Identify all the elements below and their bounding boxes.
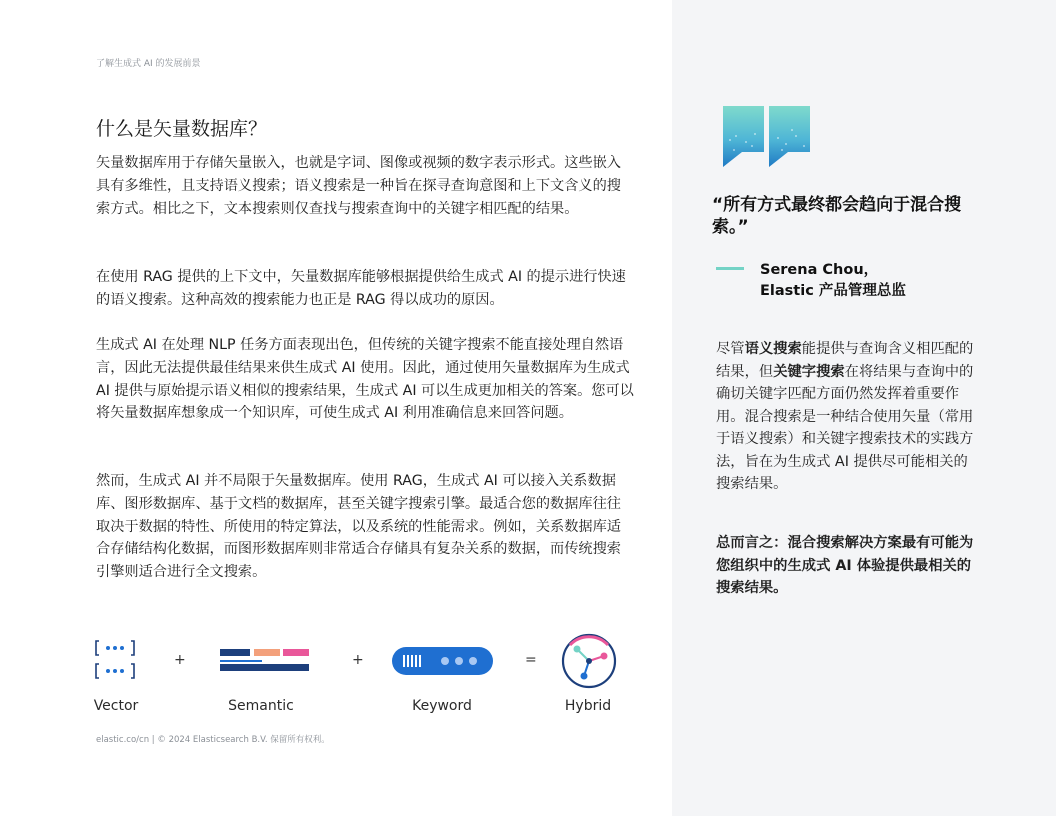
- footer-copyright: elastic.co/cn | © 2024 Elasticsearch B.V. 保留所有权利。: [96, 735, 330, 745]
- sp1-text-e: 在将结果与查询中的确切关键字匹配方面仍然发挥着重要作用。混合搜索是一种结合使用矢量（常用于语义搜索）和关键字搜索技术的实践方法，旨在为生成式 AI 提供尽可能相关的搜索结果。: [716, 363, 974, 492]
- sidebar-paragraph-1: [716, 338, 980, 496]
- equals-operator: =: [525, 652, 537, 668]
- quote-mark-icon: [722, 106, 812, 168]
- vector-brackets-icon: [94, 638, 136, 682]
- semantic-bars-icon: [220, 648, 310, 674]
- keyword-label: Keyword: [412, 698, 472, 714]
- hybrid-label: Hybrid: [564, 698, 612, 714]
- paragraph-3: 生成式 AI 在处理 NLP 任务方面表现出色，但传统的关键字搜索不能直接处理自然语言，因此无法提供最佳结果来供生成式 AI 使用。因此，通过使用矢量数据库为生成式 AI 提供与原始提示语义相似的搜索结果，生成式 AI 可以生成更加相关的答案。您可以将矢量数据库想象成一个知识库，可使生成式 AI 利用准确信息来回答问题。: [96, 337, 634, 422]
- paragraph-4: 然而，生成式 AI 并不局限于矢量数据库。使用 RAG，生成式 AI 可以接入关系数据库、图形数据库、基于文档的数据库，甚至关键字搜索引擎。最适合您的数据库往往取决于数据的特性、所使用的特定算法，以及系统的性能需求。例如，关系数据库适合存储结构化数据，而图形数据库则非常适合存储具有复杂关系的数据，而传统搜索引擎则适合进行全文搜索。: [96, 473, 621, 581]
- pull-quote: “所有方式最终都会趋向于混合搜索。”: [712, 195, 962, 237]
- semantic-label: Semantic: [228, 698, 294, 714]
- plus-operator-1: +: [174, 652, 186, 668]
- paragraph-1: 矢量数据库用于存储矢量嵌入，也就是字词、图像或视频的数字表示形式。这些嵌入具有多维性，且支持语义搜索；语义搜索是一种旨在探寻查询意图和上下文含义的搜索方式。相比之下，文本搜索则仅查找与搜索查询中的关键字相匹配的结果。: [96, 155, 621, 217]
- sp1-text-a: 尽管: [716, 341, 745, 357]
- sp1-text-c: 能提供与查询含义相匹配的结果，但: [716, 341, 974, 380]
- sidebar-summary: 总而言之：混合搜索解决方案最有可能为您组织中的生成式 AI 体验提供最相关的搜索结果。: [716, 535, 974, 596]
- author-name: Serena Chou，: [760, 262, 879, 278]
- breadcrumb: 了解生成式 AI 的发展前景: [96, 59, 201, 69]
- keyword-pill-icon: [392, 646, 494, 676]
- plus-operator-2: +: [352, 652, 364, 668]
- author-dash: [716, 267, 744, 270]
- quote-author: [760, 260, 906, 302]
- hybrid-graph-icon: [560, 632, 618, 690]
- vector-label: Vector: [93, 698, 139, 714]
- paragraph-2: 在使用 RAG 提供的上下文中，矢量数据库能够根据提供给生成式 AI 的提示进行快速的语义搜索。这种高效的搜索能力也正是 RAG 得以成功的原因。: [96, 269, 626, 308]
- author-title: Elastic 产品管理总监: [760, 283, 906, 299]
- keyword-search-term: 关键字搜索: [773, 363, 845, 380]
- page-title: 什么是矢量数据库？: [96, 118, 268, 140]
- semantic-search-term: 语义搜索: [744, 341, 802, 357]
